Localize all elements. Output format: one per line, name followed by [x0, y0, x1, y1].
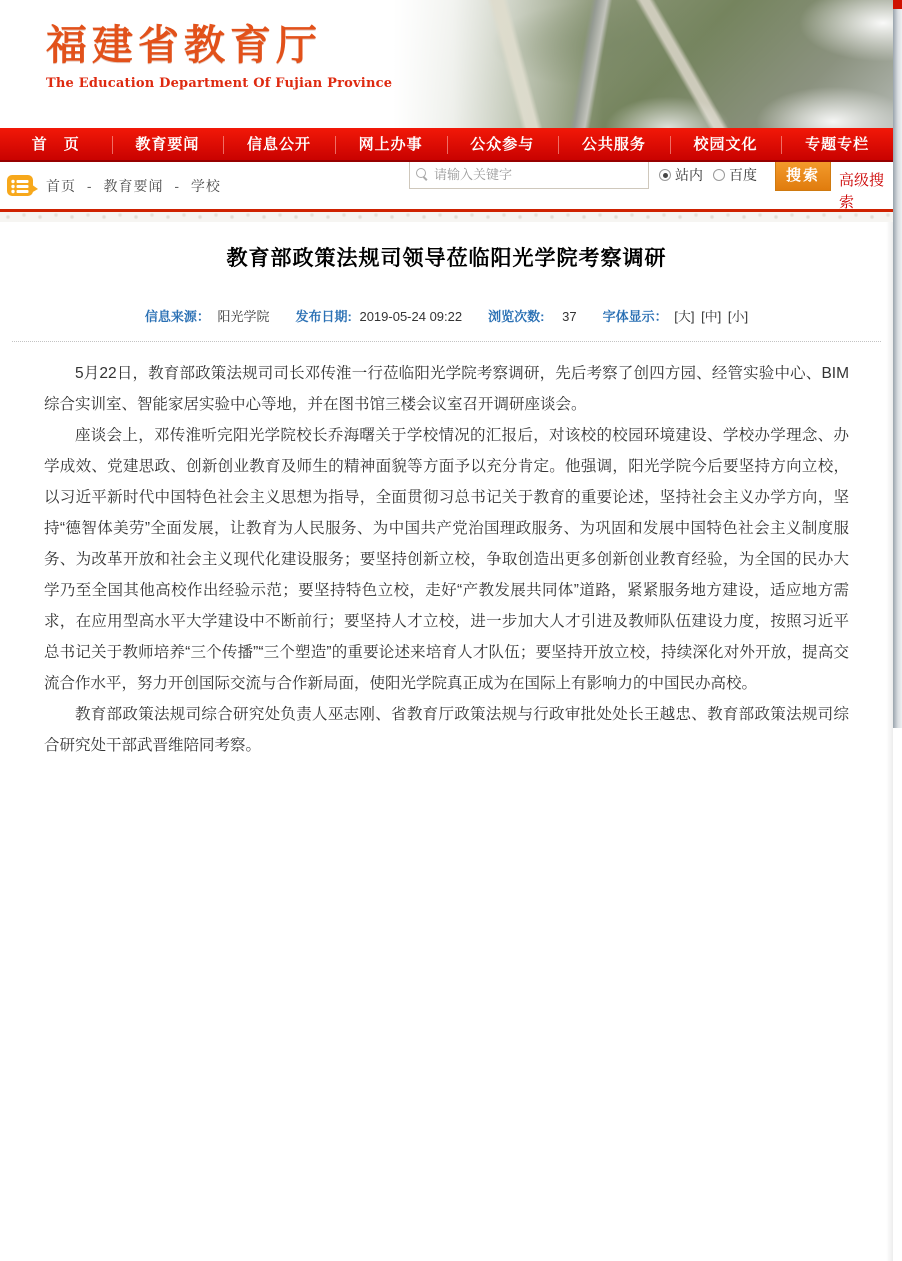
breadcrumb-home[interactable]: 首页 — [46, 177, 76, 194]
nav-item-online-services[interactable]: 网上办事 — [335, 128, 447, 160]
breadcrumb-school[interactable]: 学校 — [190, 177, 221, 194]
site-header — [0, 0, 893, 128]
nav-item-home[interactable]: 首 页 — [31, 136, 80, 153]
meta-date-value: 2019-05-24 09:22 — [359, 309, 463, 324]
radio-baidu-icon[interactable] — [713, 169, 725, 181]
nav-item-public-participation[interactable]: 公众参与 — [447, 128, 559, 160]
article-body — [0, 342, 893, 761]
radio-option-site[interactable] — [659, 165, 703, 185]
nav-item-public-service[interactable]: 公共服务 — [558, 128, 670, 160]
search-box — [409, 162, 649, 189]
nav-item-education-news[interactable]: 教育要闻 — [112, 128, 224, 160]
meta-views — [488, 306, 576, 325]
nav-item-info-disclosure[interactable]: 信息公开 — [223, 128, 335, 160]
meta-date-label: 发布日期: — [295, 309, 352, 324]
magnifier-icon — [416, 168, 429, 181]
meta-views-label: 浏览次数: — [488, 309, 545, 324]
breadcrumb-bar — [0, 162, 893, 212]
meta-font-size — [603, 306, 749, 325]
nav-item-campus-culture[interactable]: 校园文化 — [670, 128, 782, 160]
radio-option-baidu[interactable] — [713, 165, 757, 185]
breadcrumb-separator: - — [174, 177, 181, 194]
article-paragraph: 教育部政策法规司综合研究处负责人巫志刚、省教育厅政策法规与行政审批处处长王越忠、教育部政策法规司综合研究处干部武晋维陪同考察。 — [44, 706, 849, 754]
search-button[interactable]: 搜索 — [775, 162, 831, 191]
meta-source — [145, 306, 270, 325]
font-size-large-button[interactable]: [大] — [674, 309, 695, 324]
radio-baidu-label: 百度 — [729, 167, 757, 183]
font-size-medium-button[interactable]: [中] — [701, 309, 722, 324]
meta-views-value: 37 — [562, 309, 577, 324]
article-title: 教育部政策法规司领导莅临阳光学院考察调研 — [226, 247, 667, 270]
article-content — [0, 222, 893, 761]
logo-subtitle: The Education Department Of Fujian Province — [46, 76, 393, 91]
window-edge-strip — [893, 0, 902, 728]
radio-site-label: 站内 — [675, 167, 703, 183]
site-logo — [46, 12, 392, 91]
logo-title: 福建省教育厅 — [46, 21, 322, 69]
breadcrumb — [46, 176, 221, 196]
meta-font-label: 字体显示： — [602, 309, 668, 324]
font-size-small-button[interactable]: [小] — [727, 309, 749, 324]
search-input[interactable] — [434, 167, 642, 182]
breadcrumb-education-news[interactable]: 教育要闻 — [103, 177, 164, 194]
list-bubble-icon — [6, 173, 38, 199]
breadcrumb-separator: - — [86, 177, 93, 194]
advanced-search-link[interactable]: 高级搜索 — [839, 172, 885, 211]
search-scope-group — [659, 165, 767, 185]
main-nav — [0, 128, 893, 162]
article-paragraph: 5月22日，教育部政策法规司司长邓传淮一行莅临阳光学院考察调研，先后考察了创四方园、经管实验中心、BIM综合实训室、智能家居实验中心等地，并在图书馆三楼会议室召开调研座谈会。 — [44, 365, 849, 413]
radio-site-icon[interactable] — [659, 169, 671, 181]
header-aerial-photo — [393, 0, 893, 128]
article-paragraph: 座谈会上，邓传淮听完阳光学院校长乔海曙关于学校情况的汇报后，对该校的校园环境建设、学校办学理念、办学成效、党建思政、创新创业教育及师生的精神面貌等方面予以充分肯定。他强调，阳光学院今后要坚持方向立校，以习近平新时代中国特色社会主义思想为指导，全面贯彻习总书记关于教育的重要论述，坚持社会主义办学方向，坚持“德智体美劳”全面发展，让教育为人民服务、为中国共产党治国理政服务、为巩固和发展中国特色社会主义制度服务、为改革开放和社会主义现代化建设服务；要坚持创新立校，争取创造出更多创新创业教育经验，为全国的民办大学乃至全国其他高校作出经验示范；要坚持特色立校，走好“产教发展共同体”道路，紧紧服务地方建设，适应地方需求，在应用型高水平大学建设中不断前行；要坚持人才立校，进一步加大人才引进及教师队伍建设力度，按照习近平总书记关于教师培养“三个传播”“三个塑造”的重要论述来培育人才队伍；要坚持开放立校，持续深化对外开放，提高交流合作水平，努力开创国际交流与合作新局面，使阳光学院真正成为在国际上有影响力的中国民办高校。 — [44, 427, 849, 692]
meta-source-value: 阳光学院 — [217, 309, 270, 324]
article-meta — [0, 306, 893, 325]
meta-source-label: 信息来源： — [144, 309, 210, 324]
meta-date — [296, 306, 463, 325]
nav-item-special-columns[interactable]: 专题专栏 — [781, 128, 893, 160]
decorative-pattern-strip — [0, 212, 893, 222]
corner-red-mark — [893, 0, 902, 9]
search-area — [409, 162, 887, 212]
